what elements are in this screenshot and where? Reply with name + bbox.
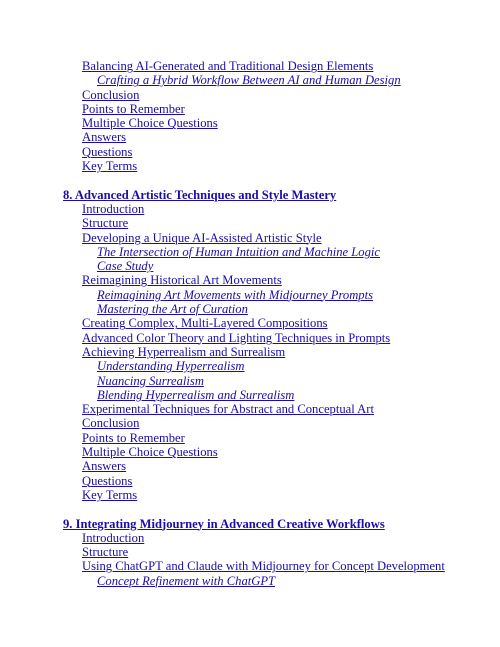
toc-section-row [0, 488, 500, 502]
toc-link-mastering-the-art-of-curation[interactable]: Mastering the Art of Curation [97, 302, 248, 317]
toc-link-answers[interactable]: Answers [82, 130, 127, 145]
toc-section-row [0, 88, 500, 102]
toc-subsection-row [0, 302, 500, 316]
toc-link-key-terms[interactable]: Key Terms [82, 159, 138, 174]
toc-section-row [0, 416, 500, 430]
toc-link-points-to-remember[interactable]: Points to Remember [82, 430, 185, 445]
toc-chapter-row [0, 188, 500, 202]
toc-link-blending-hyperrealism-and-surrealism[interactable]: Blending Hyperrealism and Surrealism [97, 387, 295, 402]
toc-link-conclusion[interactable]: Conclusion [82, 87, 140, 102]
toc-link-concept-refinement-with-chatgpt[interactable]: Concept Refinement with ChatGPT [97, 573, 276, 588]
toc-link-questions[interactable]: Questions [82, 473, 133, 488]
toc-link-multiple-choice-questions[interactable]: Multiple Choice Questions [82, 116, 218, 131]
toc-section-row [0, 474, 500, 488]
toc-section-row [0, 273, 500, 287]
toc-link-the-intersection-of-human-intuition-and-machine-logic[interactable]: The Intersection of Human Intuition and Machine Logic [97, 244, 380, 259]
toc-section-row [0, 402, 500, 416]
toc-link-crafting-a-hybrid-workflow-between-ai-and-human-design[interactable]: Crafting a Hybrid Workflow Between AI and Human Design [97, 73, 401, 88]
toc-section-row [0, 159, 500, 173]
toc-link-balancing-ai-generated-and-traditional-design-elements[interactable]: Balancing AI-Generated and Traditional Design Elements [82, 59, 374, 73]
toc-section-row [0, 331, 500, 345]
toc-link-advanced-color-theory-and-lighting-techniques-in-prompts[interactable]: Advanced Color Theory and Lighting Techniques in Prompts [82, 330, 391, 345]
toc-link-creating-complex-multi-layered-compositions[interactable]: Creating Complex, Multi-Layered Compositions [82, 316, 328, 331]
toc-link-questions[interactable]: Questions [82, 144, 133, 159]
toc-link-conclusion[interactable]: Conclusion [82, 416, 140, 431]
toc-chapter-link-2[interactable]: 9. Integrating Midjourney in Advanced Creative Workflows [63, 516, 385, 531]
toc-section-row [0, 145, 500, 159]
toc-section-row [0, 102, 500, 116]
toc-link-key-terms[interactable]: Key Terms [82, 487, 138, 502]
toc-link-reimagining-art-movements-with-midjourney-prompts[interactable]: Reimagining Art Movements with Midjourney Prompts [97, 287, 373, 302]
toc-section-row [0, 231, 500, 245]
toc-spacer [0, 502, 500, 516]
toc-link-multiple-choice-questions[interactable]: Multiple Choice Questions [82, 445, 218, 460]
toc-link-nuancing-surrealism[interactable]: Nuancing Surrealism [97, 373, 204, 388]
table-of-contents [0, 59, 500, 588]
toc-link-points-to-remember[interactable]: Points to Remember [82, 101, 185, 116]
toc-link-structure[interactable]: Structure [82, 545, 129, 560]
toc-subsection-row [0, 374, 500, 388]
toc-section-row [0, 202, 500, 216]
toc-section-row [0, 130, 500, 144]
toc-section-row [0, 431, 500, 445]
toc-link-introduction[interactable]: Introduction [82, 530, 145, 545]
toc-link-introduction[interactable]: Introduction [82, 201, 145, 216]
toc-link-using-chatgpt-and-claude-with-midjourney-for-concept-development[interactable]: Using ChatGPT and Claude with Midjourney for Concept Development [82, 559, 445, 574]
toc-subsection-row [0, 245, 500, 259]
toc-section-row [0, 216, 500, 230]
toc-section-row [0, 531, 500, 545]
toc-subsection-row [0, 259, 500, 273]
toc-spacer [0, 173, 500, 187]
toc-subsection-row [0, 388, 500, 402]
toc-link-achieving-hyperrealism-and-surrealism[interactable]: Achieving Hyperrealism and Surrealism [82, 344, 286, 359]
toc-section-row [0, 545, 500, 559]
toc-link-answers[interactable]: Answers [82, 459, 127, 474]
toc-section-row [0, 445, 500, 459]
toc-link-structure[interactable]: Structure [82, 216, 129, 231]
toc-chapter-link-1[interactable]: 8. Advanced Artistic Techniques and Style Mastery [63, 187, 337, 202]
toc-section-row [0, 316, 500, 330]
toc-subsection-row [0, 359, 500, 373]
toc-subsection-row [0, 73, 500, 87]
toc-link-developing-a-unique-ai-assisted-artistic-style[interactable]: Developing a Unique AI-Assisted Artistic Style [82, 230, 322, 245]
toc-section-row [0, 59, 500, 73]
toc-section-row [0, 559, 500, 573]
toc-link-understanding-hyperrealism[interactable]: Understanding Hyperrealism [97, 359, 245, 374]
toc-section-row [0, 116, 500, 130]
toc-link-experimental-techniques-for-abstract-and-conceptual-art[interactable]: Experimental Techniques for Abstract and Conceptual Art [82, 402, 374, 417]
toc-subsection-row [0, 288, 500, 302]
toc-link-case-study[interactable]: Case Study [97, 259, 154, 274]
toc-link-reimagining-historical-art-movements[interactable]: Reimagining Historical Art Movements [82, 273, 282, 288]
toc-subsection-row [0, 574, 500, 588]
toc-section-row [0, 345, 500, 359]
toc-chapter-row [0, 517, 500, 531]
toc-section-row [0, 459, 500, 473]
